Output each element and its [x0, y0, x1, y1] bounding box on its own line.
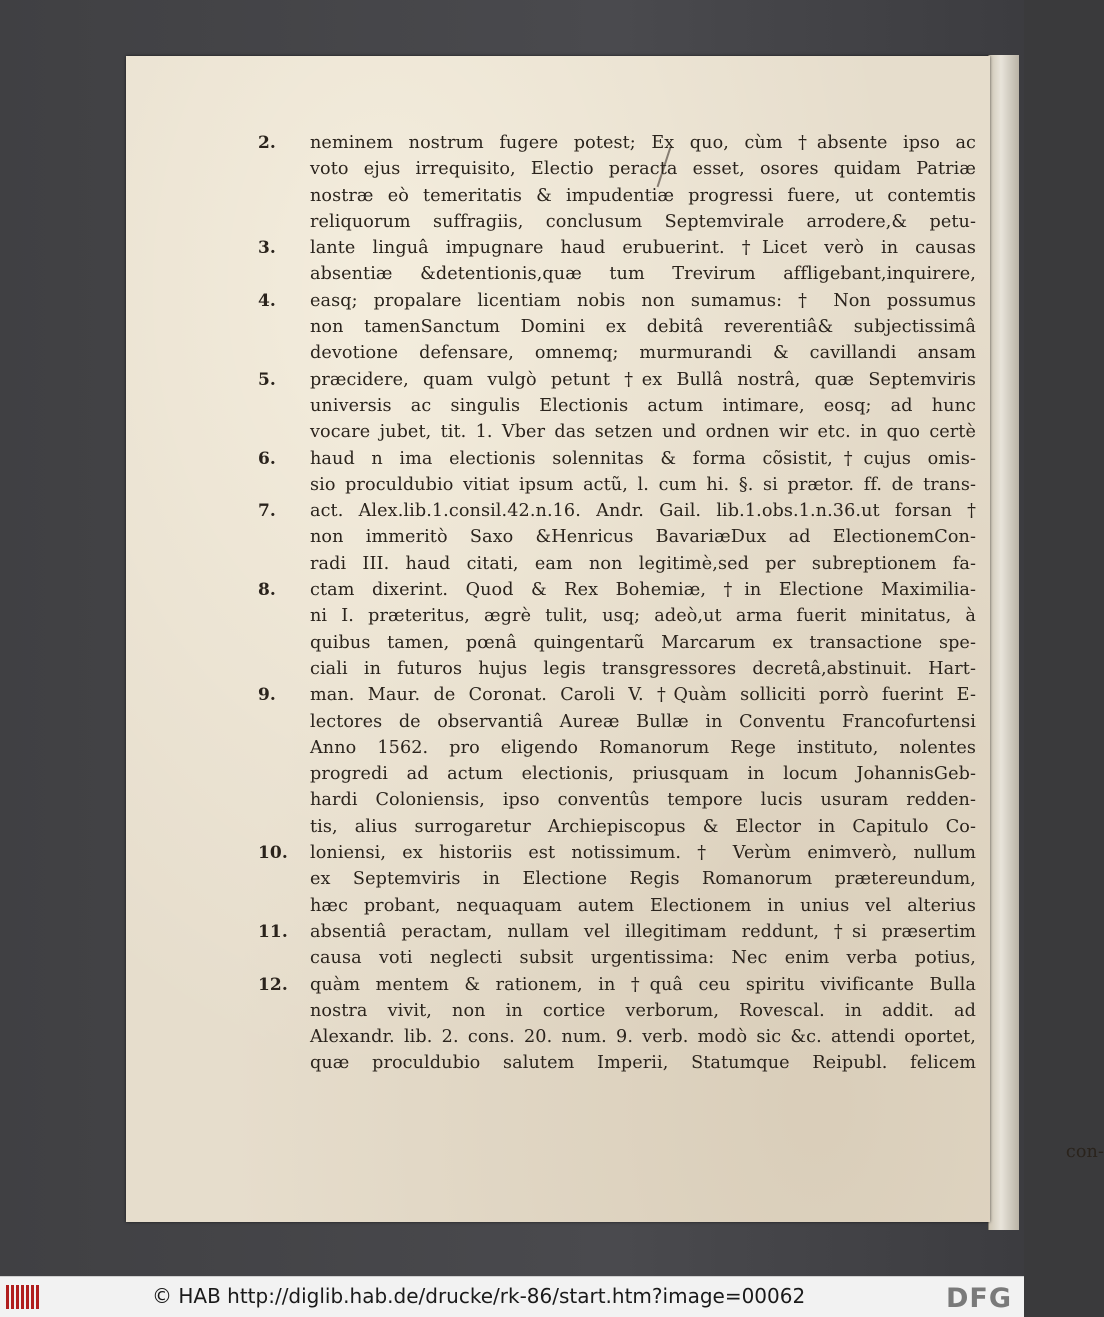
- text-line-content: ex Septemviris in Electione Regis Romanorum prætereundum,: [310, 869, 976, 890]
- text-line-content: nostra vivit, non in cortice verborum, Rovescal. in addit. ad: [310, 1000, 976, 1021]
- margin-number: 11.: [258, 921, 288, 942]
- text-line-content: Anno 1562. pro eligendo Romanorum Rege instituto, nolentes: [310, 737, 976, 758]
- text-line: [310, 261, 976, 287]
- text-line-content: man. Maur. de Coronat. Caroli V. †Quàm solliciti porrò fuerint E-: [310, 685, 976, 706]
- text-line: [310, 735, 976, 761]
- text-line: [258, 682, 976, 708]
- text-line-content: lante linguâ impugnare haud erubuerint. †Licet verò in causas: [310, 238, 976, 259]
- text-line-content: devotione defensare, omnemq; murmurandi & cavillandi ansam: [310, 343, 976, 364]
- book-page: [126, 56, 1104, 1222]
- text-line-content: loniensi, ex historiis est notissimum. † Verùm enimverò, nullum: [310, 843, 976, 864]
- text-line: [258, 367, 976, 393]
- text-line-content: hæc probant, nequaquam autem Electionem in unius vel alterius: [310, 895, 976, 916]
- text-line-content: sio proculdubio vitiat ipsum actũ, l. cum hi. §. si prætor. ff. de trans-: [310, 474, 976, 495]
- library-logo-icon: [6, 1285, 44, 1309]
- dfg-logo: DFG: [945, 1283, 1012, 1314]
- text-line-content: voto ejus irrequisito, Electio peracta esset, osores quidam Patriæ: [310, 159, 976, 180]
- text-line: [310, 472, 976, 498]
- text-line: [310, 419, 976, 445]
- text-line: [310, 183, 976, 209]
- text-line: [310, 945, 976, 971]
- text-line: [258, 288, 976, 314]
- catchword: con-: [1065, 1142, 1104, 1162]
- text-line-content: non tamenSanctum Domini ex debitâ reverentiâ& subjectissimâ: [310, 317, 976, 338]
- text-line-content: præcidere, quam vulgò petunt †ex Bullâ nostrâ, quæ Septemviris: [310, 369, 976, 390]
- text-line-content: ctam dixerint. Quod & Rex Bohemiæ, †in Electione Maximilia-: [310, 580, 976, 601]
- book-fore-edge: [988, 55, 1019, 1230]
- text-line: [310, 709, 976, 735]
- footer-bar: [0, 1276, 1024, 1317]
- margin-number: 12.: [258, 974, 288, 995]
- margin-number: 2.: [258, 133, 276, 153]
- text-line-content: easq; propalare licentiam nobis non sumamus: † Non possumus: [310, 290, 976, 311]
- text-line-content: non immeritò Saxo &Henricus BavariæDux ad ElectionemCon-: [310, 527, 976, 548]
- text-line: [310, 998, 976, 1024]
- margin-number: 6.: [258, 448, 276, 469]
- text-line-content: Alexandr. lib. 2. cons. 20. num. 9. verb. modò sic &c. attendi oportet,: [310, 1027, 976, 1048]
- margin-number: 3.: [258, 238, 276, 259]
- text-line: [310, 814, 976, 840]
- text-line: [258, 446, 976, 472]
- margin-number: 4.: [258, 290, 276, 311]
- text-line: [258, 498, 976, 524]
- text-line: [310, 156, 976, 182]
- text-line-content: hardi Coloniensis, ipso conventûs tempore lucis usuram redden-: [310, 790, 976, 811]
- text-line: [258, 919, 976, 945]
- text-line: [258, 235, 976, 261]
- text-line: [310, 630, 976, 656]
- text-line: [310, 787, 976, 813]
- margin-number: 8.: [258, 580, 276, 601]
- text-line-content: vocare jubet, tit. 1. Vber das setzen und ordnen wir etc. in quo certè: [310, 422, 976, 443]
- text-line-content: universis ac singulis Electionis actum intimare, eosq; ad hunc: [310, 395, 976, 416]
- margin-number: 5.: [258, 369, 276, 390]
- text-line-content: quibus tamen, pœnâ quingentarũ Marcarum ex transactione spe-: [310, 632, 976, 653]
- text-line: [258, 577, 976, 603]
- text-line-content: reliquorum suffragiis, conclusum Septemvirale arrodere,& petu-: [310, 211, 976, 232]
- text-line: [310, 893, 976, 919]
- text-line: [310, 314, 976, 340]
- text-line-content: quæ proculdubio salutem Imperii, Statumque Reipubl. felicem: [310, 1053, 976, 1074]
- text-line: [258, 972, 976, 998]
- text-line-content: ni I. præteritus, ægrè tulit, usq; adeò,ut arma fuerit minitatus, à: [310, 606, 976, 627]
- text-line: [310, 393, 976, 419]
- text-line: [310, 656, 976, 682]
- text-line-content: absentiæ &detentionis,quæ tum Trevirum affligebant,inquirere,: [310, 264, 976, 285]
- page-text-block: [258, 130, 976, 1077]
- text-line: [258, 840, 976, 866]
- footer-copyright-link[interactable]: © HAB http://diglib.hab.de/drucke/rk-86/start.htm?image=00062: [152, 1284, 806, 1308]
- text-line: [310, 551, 976, 577]
- text-line: [310, 524, 976, 550]
- text-line-content: progredi ad actum electionis, priusquam in locum JohannisGeb-: [310, 764, 976, 785]
- text-line-content: radi III. haud citati, eam non legitimè,sed per subreptionem fa-: [310, 553, 976, 574]
- text-line: [310, 603, 976, 629]
- margin-number: 10.: [258, 843, 288, 864]
- text-line: [310, 761, 976, 787]
- text-line: [310, 1050, 976, 1076]
- text-line-content: absentiâ peractam, nullam vel illegitimam reddunt, †si præsertim: [310, 921, 976, 942]
- text-line-content: ciali in futuros hujus legis transgressores decretâ,abstinuit. Hart-: [310, 658, 976, 679]
- text-line: [310, 1024, 976, 1050]
- text-line-content: haud n ima electionis solennitas & forma cõsistit,†cujus omis-: [310, 448, 976, 469]
- text-line: [258, 130, 976, 156]
- text-line-content: neminem nostrum fugere potest; Ex quo, cùm †absente ipso ac: [310, 133, 976, 153]
- margin-number: 9.: [258, 685, 276, 706]
- text-line-content: nostræ eò temeritatis & impudentiæ progressi fuere, ut contemtis: [310, 185, 976, 206]
- text-line-content: tis, alius surrogaretur Archiepiscopus & Elector in Capitulo Co-: [310, 816, 976, 837]
- text-line-content: quàm mentem & rationem, in †quâ ceu spiritu vivificante Bulla: [310, 974, 976, 995]
- text-line: [310, 340, 976, 366]
- text-line-content: act. Alex.lib.1.consil.42.n.16. Andr. Gail. lib.1.obs.1.n.36.ut forsan †: [310, 501, 976, 522]
- text-line-content: lectores de observantiâ Aureæ Bullæ in Conventu Francofurtensi: [310, 711, 976, 732]
- text-line: [310, 209, 976, 235]
- text-line-content: causa voti neglecti subsit urgentissima: Nec enim verba potius,: [310, 948, 976, 969]
- text-line: [310, 866, 976, 892]
- margin-number: 7.: [258, 501, 276, 522]
